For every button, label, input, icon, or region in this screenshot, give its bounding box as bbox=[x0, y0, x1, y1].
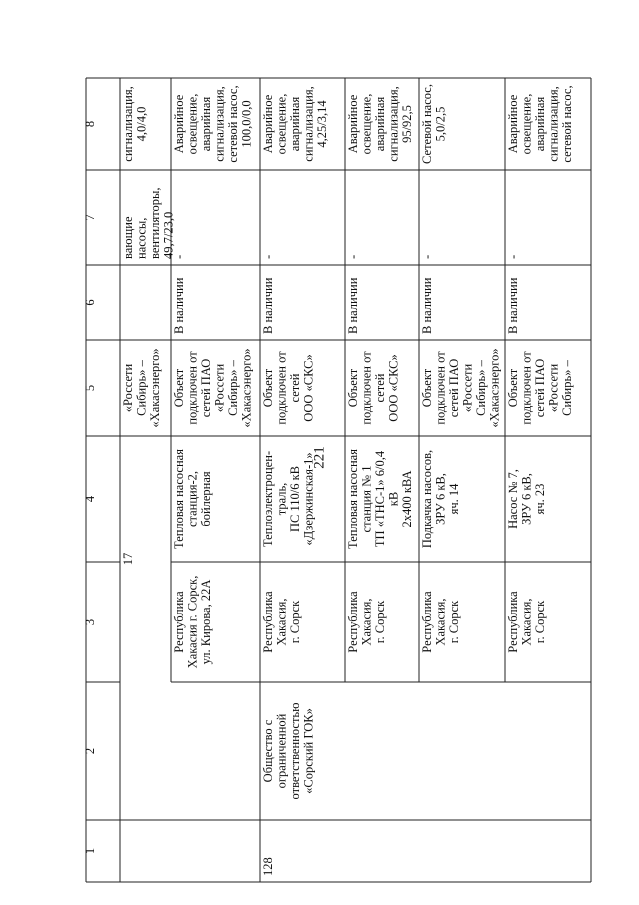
cell-text-line: вающие bbox=[121, 216, 135, 259]
cell-r5-c6 bbox=[420, 277, 434, 334]
cell-text-line: сетей bbox=[373, 373, 387, 403]
cell-text-line: Аварийное bbox=[346, 94, 360, 154]
header-cell-2 bbox=[83, 748, 97, 754]
cell-text-line: подключен от bbox=[185, 351, 200, 425]
cell-text-line: г. Сорск bbox=[533, 600, 547, 644]
cell-r1-c3 bbox=[121, 553, 135, 566]
cell-text-line: г. Сорск bbox=[373, 600, 387, 644]
cell-text-line: Сибирь» – bbox=[134, 360, 149, 416]
cell-text-line: станция-2, bbox=[185, 470, 200, 528]
cell-text-line: Аварийное bbox=[506, 94, 520, 154]
cell-text-line: бойлерная bbox=[199, 471, 213, 527]
cell-text-line: Хакасия, bbox=[359, 598, 374, 646]
header-cell-7 bbox=[83, 214, 97, 220]
cell-text-line: Аварийное bbox=[261, 94, 275, 154]
cell-text-line: 49,7/23,0 bbox=[161, 211, 176, 259]
cell-r2-c7 bbox=[172, 255, 186, 259]
cell-text-line: 6 bbox=[83, 299, 97, 306]
cell-r3-c5 bbox=[261, 351, 316, 425]
cell-r5-c7 bbox=[420, 255, 434, 259]
cell-text-line: 100,0/0,0 bbox=[239, 100, 254, 148]
header-cell-4 bbox=[83, 495, 97, 502]
cell-r5-c8 bbox=[420, 84, 448, 164]
cell-r5-c5 bbox=[420, 348, 502, 427]
cell-text-line: Подкачка насосов, bbox=[420, 449, 434, 549]
cell-text-line: Тепловая насосная bbox=[172, 449, 186, 549]
cell-text-line: В наличии bbox=[261, 277, 275, 334]
cell-text-line: яч. 14 bbox=[447, 483, 461, 515]
cell-text-line: Республика bbox=[261, 591, 275, 653]
cell-r4-c8 bbox=[346, 86, 414, 161]
cell-r5-c4 bbox=[420, 450, 461, 548]
cell-text-line: Сибирь» – bbox=[560, 360, 574, 416]
cell-text-line: ул. Кирова, 22А bbox=[199, 579, 213, 665]
cell-text-line: «Россети bbox=[212, 363, 227, 413]
cell-text-line: Объект bbox=[346, 368, 360, 408]
cell-text-line: сетей ПАО bbox=[199, 358, 213, 418]
cell-text-line: освещение, bbox=[274, 93, 289, 155]
cell-text-line: «Хакасэнерго» bbox=[239, 348, 254, 428]
cell-text-line: освещение, bbox=[359, 93, 374, 155]
cell-text-line: аварийная bbox=[373, 96, 387, 152]
cell-text-line: насосы, bbox=[134, 217, 149, 259]
cell-r1-c5 bbox=[121, 348, 162, 427]
cell-r2-c4 bbox=[172, 449, 213, 549]
cell-text-line: «Россети bbox=[546, 363, 561, 413]
cell-text-line: 128 bbox=[261, 857, 275, 876]
cell-text-line: - bbox=[261, 254, 275, 259]
cell-text-line: Республика bbox=[346, 591, 360, 653]
cell-text-line: сетевой насос, bbox=[226, 85, 240, 163]
header-cell-8 bbox=[83, 121, 97, 127]
cell-text-line: вентиляторы, bbox=[148, 187, 162, 259]
cell-text-line: ТП «ТНС-1» 6/0,4 bbox=[373, 450, 387, 548]
cell-text-line: - bbox=[506, 254, 520, 259]
cell-text-line: ограниченной bbox=[274, 713, 289, 789]
cell-text-line: - bbox=[420, 254, 434, 259]
cell-text-line: Теплоэлектроцен- bbox=[261, 450, 275, 548]
cell-text-line: В наличии bbox=[346, 277, 360, 334]
cell-r3-c8 bbox=[261, 86, 329, 161]
cell-text-line: Объект bbox=[261, 368, 275, 408]
cell-r3-c1 bbox=[261, 857, 275, 876]
cell-r2-c8 bbox=[172, 85, 254, 162]
cell-text-line: сигнализация, bbox=[212, 86, 227, 162]
cell-text-line: В наличии bbox=[420, 277, 434, 334]
cell-text-line: Аварийное bbox=[172, 94, 186, 154]
cell-text-line: Объект bbox=[506, 368, 520, 408]
cell-text-line: г. Сорск bbox=[288, 600, 302, 644]
cell-text-line: г. Сорск bbox=[447, 600, 461, 644]
cell-text-line: сигнализация, bbox=[386, 86, 401, 162]
cell-text-line: ответственностью bbox=[288, 702, 302, 800]
cell-text-line: Хакасия, bbox=[433, 598, 448, 646]
cell-text-line: сетей bbox=[288, 373, 302, 403]
cell-r3-c2 bbox=[261, 703, 316, 800]
cell-text-line: 4,25/3,14 bbox=[315, 100, 329, 148]
header-cell-6 bbox=[83, 299, 97, 305]
cell-r6-c4 bbox=[506, 469, 547, 529]
cell-text-line: сигнализация, bbox=[121, 86, 135, 162]
cell-r4-c7 bbox=[346, 255, 360, 259]
cell-r3-c4 bbox=[261, 451, 316, 547]
cell-text-line: ПС 110/6 кВ bbox=[288, 465, 302, 533]
cell-text-line: Республика bbox=[420, 591, 434, 653]
cell-r6-c3 bbox=[506, 591, 547, 653]
cell-text-line: В наличии bbox=[172, 277, 186, 334]
cell-r6-c8 bbox=[506, 85, 574, 162]
cell-text-line: сетевой насос, bbox=[560, 85, 574, 163]
cell-r2-c6 bbox=[172, 277, 186, 334]
cell-text-line: В наличии bbox=[506, 277, 520, 334]
cell-text-line: «Дзержинская-1» bbox=[301, 452, 316, 546]
cell-text-line: 17 bbox=[121, 552, 135, 566]
cell-text-line: Сибирь» – bbox=[474, 360, 488, 416]
cell-text-line: подключен от bbox=[274, 351, 289, 425]
cell-text-line: 5,0/2,5 bbox=[433, 106, 448, 142]
cell-text-line: 7 bbox=[83, 214, 97, 221]
cell-text-line: подключен от bbox=[433, 351, 448, 425]
cell-text-line: Хакасия, bbox=[274, 598, 289, 646]
cell-text-line: 2x400 кВА bbox=[400, 470, 414, 528]
cell-text-line: кВ bbox=[386, 491, 401, 507]
cell-text-line: Объект bbox=[420, 368, 434, 408]
cell-r4-c3 bbox=[346, 591, 387, 653]
cell-text-line: 95/92,5 bbox=[400, 105, 414, 143]
cell-text-line: 3 bbox=[83, 618, 97, 626]
cell-text-line: 2 bbox=[83, 747, 97, 755]
cell-text-line: 4,0/4,0 bbox=[134, 106, 149, 142]
cell-text-line: «Россети bbox=[121, 363, 135, 413]
cell-text-line: яч. 23 bbox=[533, 483, 547, 515]
cell-text-line: станция № 1 bbox=[359, 465, 374, 533]
cell-text-line: «Россети bbox=[460, 363, 475, 413]
cell-r3-c6 bbox=[261, 277, 275, 334]
cell-text-line: подключен от bbox=[519, 351, 534, 425]
cell-r2-c3 bbox=[172, 576, 213, 669]
cell-text-line: сигнализация, bbox=[546, 86, 561, 162]
cell-text-line: - bbox=[346, 254, 360, 259]
cell-text-line: аварийная bbox=[199, 96, 213, 152]
cell-text-line: 5 bbox=[83, 384, 97, 392]
cell-r2-c5 bbox=[172, 348, 254, 427]
cell-text-line: сетей ПАО bbox=[447, 358, 461, 418]
cell-r4-c6 bbox=[346, 277, 360, 334]
cell-r5-c3 bbox=[420, 591, 461, 653]
cell-text-line: «Хакасэнерго» bbox=[487, 348, 502, 428]
cell-text-line: Сетевой насос, bbox=[420, 84, 434, 164]
cell-text-line: 4 bbox=[83, 495, 97, 503]
cell-r4-c5 bbox=[346, 351, 401, 425]
cell-text-line: Хакасия г. Сорск, bbox=[185, 575, 200, 669]
cell-text-line: сигнализация, bbox=[301, 86, 316, 162]
cell-text-line: Насос № 7, bbox=[506, 469, 520, 529]
cell-text-line: освещение, bbox=[185, 93, 200, 155]
cell-text-line: аварийная bbox=[288, 96, 302, 152]
header-cell-5 bbox=[83, 385, 97, 391]
cell-text-line: 1 bbox=[83, 847, 97, 855]
cell-r6-c7 bbox=[506, 255, 520, 259]
cell-r6-c5 bbox=[506, 351, 574, 425]
cell-text-line: сетей ПАО bbox=[533, 358, 547, 418]
cell-text-line: аварийная bbox=[533, 96, 547, 152]
header-cell-1 bbox=[83, 848, 97, 854]
cell-text-line: «Сорский ГОК» bbox=[301, 708, 316, 794]
cell-r1-c8 bbox=[121, 86, 149, 161]
cell-text-line: ЗРУ 6 кВ, bbox=[519, 473, 534, 525]
cell-text-line: траль, bbox=[274, 482, 289, 516]
cell-r3-c7 bbox=[261, 255, 275, 259]
cell-text-line: Объект bbox=[172, 368, 186, 408]
header-cell-3 bbox=[83, 619, 97, 625]
cell-text-line: - bbox=[172, 254, 186, 259]
cell-text-line: ООО «СКС» bbox=[386, 354, 401, 422]
cell-r4-c4 bbox=[346, 449, 414, 549]
cell-text-line: ООО «СКС» bbox=[301, 354, 316, 422]
cell-text-line: Сибирь» – bbox=[226, 360, 240, 416]
cell-text-line: «Хакасэнерго» bbox=[148, 348, 162, 428]
cell-r3-c3 bbox=[261, 591, 302, 653]
cell-text-line: Республика bbox=[506, 591, 520, 653]
cell-text-line: 8 bbox=[83, 120, 97, 128]
cell-text-line: Республика bbox=[172, 591, 186, 653]
cell-r6-c6 bbox=[506, 277, 520, 334]
cell-text-line: Тепловая насосная bbox=[346, 449, 360, 549]
cell-text-line: Хакасия, bbox=[519, 598, 534, 646]
cell-r1-c7 bbox=[121, 187, 176, 259]
cell-text-line: подключен от bbox=[359, 351, 374, 425]
cell-text-line: Общество с bbox=[261, 719, 275, 783]
cell-text-line: освещение, bbox=[519, 93, 534, 155]
page-number: 221 bbox=[311, 446, 328, 469]
cell-text-line: ЗРУ 6 кВ, bbox=[433, 473, 448, 525]
